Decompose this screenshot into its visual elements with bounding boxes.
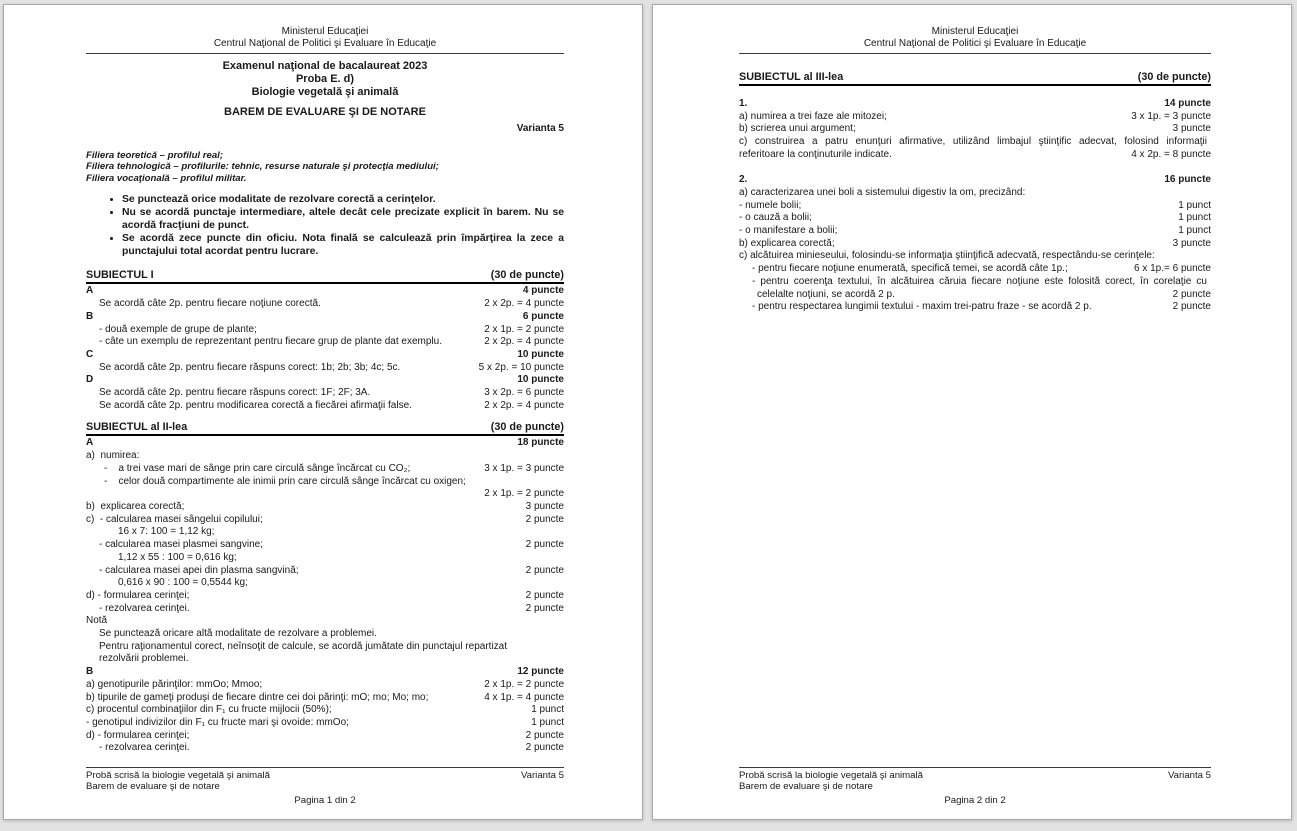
rubric-points: 6 puncte xyxy=(522,310,564,322)
rubric-row xyxy=(86,628,564,641)
exam-title-block xyxy=(86,60,564,99)
rubric-criterion: - câte un exemplu de reprezentant pentru fiecare grup de plante dat exemplu. xyxy=(99,336,442,348)
rubric-criterion: - a trei vase mari de sânge prin care circulă sânge încărcat cu CO₂; xyxy=(104,462,411,474)
rubric-points: 4 x 1p. = 4 puncte xyxy=(484,691,564,703)
rubric-points xyxy=(1207,187,1211,200)
rubric-row xyxy=(739,200,1211,213)
page-2 xyxy=(652,4,1292,820)
rubric-criterion: Se punctează oricare altă modalitate de rezolvare a problemei. xyxy=(99,628,377,640)
rubric-row xyxy=(86,336,564,349)
filiera-line: Filiera vocaţională – profilul militar. xyxy=(86,172,247,184)
rubric-points: 6 x 1p.= 6 puncte xyxy=(1133,263,1211,275)
footer-variant: Varianta 5 xyxy=(1167,769,1211,781)
section-points: (30 de puncte) xyxy=(490,269,564,282)
ministry-line-1: Ministerul Educaţiei xyxy=(931,26,1019,37)
rubric-row xyxy=(86,730,564,743)
rubric-points: 2 x 1p. = 2 puncte xyxy=(484,678,564,690)
grading-notes xyxy=(86,194,564,259)
rubric-row xyxy=(86,565,564,578)
rubric-row xyxy=(86,488,564,501)
rubric-row xyxy=(739,123,1211,136)
rubric-points xyxy=(560,476,564,489)
rubric-points: 10 puncte xyxy=(517,348,564,360)
rubric-points: 14 puncte xyxy=(1164,98,1211,109)
rubric-criterion: - o cauză a bolii; xyxy=(739,212,812,224)
rubric-points xyxy=(1207,136,1211,149)
rubric-points: 5 x 2p. = 10 puncte xyxy=(478,361,564,373)
rubric-points xyxy=(1207,162,1211,175)
rubric-points: 1 punct xyxy=(531,704,564,716)
rubric-points: 3 puncte xyxy=(1172,123,1211,135)
rubric-criterion: - celor două compartimente ale inimii prin care circulă sânge încărcat cu oxigen; xyxy=(104,475,466,487)
rubric-row xyxy=(739,225,1211,238)
rubric-criterion: 0,616 x 90 : 100 = 0,5544 kg; xyxy=(118,577,248,589)
section-heading xyxy=(739,70,1211,86)
section-heading xyxy=(86,268,564,284)
rubric-criterion: c) alcătuirea minieseului, folosindu-se informaţia ştiinţifică adecvată, respectându-se cerinţele: xyxy=(739,250,1155,262)
rubric-points xyxy=(560,615,564,628)
section-points: (30 de puncte) xyxy=(1137,71,1211,83)
rubric-row xyxy=(739,263,1211,276)
header-rule xyxy=(86,53,564,54)
rubric-row xyxy=(86,539,564,552)
rubric-row xyxy=(86,311,564,324)
footer-rule xyxy=(86,767,564,768)
rubric-row xyxy=(739,187,1211,200)
rubric-points xyxy=(560,641,564,654)
rubric-points xyxy=(560,653,564,666)
rubric-criterion: referitoare la conţinuturile indicate. xyxy=(739,148,892,160)
rubric-points xyxy=(560,450,564,463)
rubric-criterion: c) procentul combinaţiilor din F₁ cu fructe mijlocii (50%); xyxy=(86,704,332,716)
filiera-block xyxy=(86,150,564,184)
rubric-criterion: - numele bolii; xyxy=(739,199,802,211)
rubric-row xyxy=(86,285,564,298)
rubric-row xyxy=(739,250,1211,263)
rubric-row xyxy=(739,162,1211,175)
exam-name: Examenul naţional de bacalaureat 2023 xyxy=(222,60,428,72)
rubric-points: 2 puncte xyxy=(1172,301,1211,313)
rubric-criterion: D xyxy=(86,374,94,386)
rubric-points: 1 punct xyxy=(531,716,564,728)
barem-title: BAREM DE EVALUARE ŞI DE NOTARE xyxy=(224,106,426,118)
footer-barem: Barem de evaluare şi de notare xyxy=(86,781,220,793)
rubric-points xyxy=(1207,250,1211,263)
bullet: Nu se acordă punctaje intermediare, altele decât cele precizate explicit în barem. Nu se acordă fracţiuni de punct. xyxy=(122,206,564,231)
footer-page-number: Pagina 1 din 2 xyxy=(294,794,356,806)
rubric-points: 2 puncte xyxy=(525,564,564,576)
rubric-row xyxy=(86,387,564,400)
rubric-criterion: Se acordă câte 2p. pentru fiecare noţiune corectă. xyxy=(99,298,321,310)
rubric-row xyxy=(86,552,564,565)
footer-barem: Barem de evaluare şi de notare xyxy=(739,781,873,793)
rubric-criterion: C xyxy=(86,348,94,360)
rubric-criterion: Pentru raţionamentul corect, neînsoţit de calcule, se acordă jumătate din punctajul repartizat xyxy=(99,640,508,652)
rubric-criterion: - calcularea masei plasmei sangvine; xyxy=(99,539,263,551)
exam-subject: Biologie vegetală şi animală xyxy=(251,86,399,98)
ministry-line-2: Centrul Naţional de Politici şi Evaluare în Educaţie xyxy=(213,38,437,49)
footer-page-number: Pagina 2 din 2 xyxy=(944,794,1006,806)
rubric-row xyxy=(86,400,564,413)
rubric-row xyxy=(86,324,564,337)
rubric-row xyxy=(739,212,1211,225)
rubric-row xyxy=(739,174,1211,187)
rubric-points: 4 puncte xyxy=(522,285,564,297)
rubric-row xyxy=(86,641,564,654)
footer-proba: Probă scrisă la biologie vegetală şi animală xyxy=(739,769,923,781)
rubric-row xyxy=(86,742,564,755)
rubric-row xyxy=(86,692,564,705)
rubric-criterion: c) construirea a patru enunţuri afirmative, utilizând limbajul ştiinţific adecvat, folosind informaţii xyxy=(739,136,1207,148)
rubric-criterion: - rezolvarea cerinţei. xyxy=(99,602,190,614)
footer-rule xyxy=(739,767,1211,768)
ministry-line-1: Ministerul Educaţiei xyxy=(281,26,369,37)
rubric-points xyxy=(560,577,564,590)
rubric-row xyxy=(739,238,1211,251)
rubric-criterion: b) tipurile de gameţi produşi de fiecare dintre cei doi părinţi: mO; mo; Mo; mo; xyxy=(86,691,429,703)
ministry-header xyxy=(739,5,1211,54)
section-subiectul-3 xyxy=(739,70,1211,314)
rubric-rows xyxy=(86,285,564,412)
rubric-points xyxy=(560,628,564,641)
bullet: Se acordă zece puncte din oficiu. Nota finală se calculează prin împărţirea la zece a punctajului total acordat pentru lucrare. xyxy=(122,232,564,257)
rubric-points xyxy=(1207,276,1211,289)
rubric-criterion: d) - formularea cerinţei; xyxy=(86,729,190,741)
rubric-points: 12 puncte xyxy=(517,666,564,678)
header-rule xyxy=(739,53,1211,54)
rubric-row xyxy=(86,717,564,730)
rubric-criterion: - rezolvarea cerinţei. xyxy=(99,742,190,754)
rubric-points xyxy=(560,526,564,539)
rubric-row xyxy=(86,603,564,616)
rubric-row xyxy=(86,666,564,679)
rubric-criterion: 2. xyxy=(739,174,748,186)
rubric-criterion: celelalte noţiuni, se acordă 2 p. xyxy=(757,288,895,300)
rubric-criterion: A xyxy=(86,437,94,449)
rubric-row xyxy=(86,653,564,666)
rubric-points: 16 puncte xyxy=(1164,174,1211,186)
rubric-row xyxy=(86,590,564,603)
rubric-criterion: A xyxy=(86,285,94,297)
rubric-points: 2 x 2p. = 4 puncte xyxy=(484,399,564,411)
rubric-points: 2 puncte xyxy=(525,742,564,754)
rubric-criterion: - pentru fiecare noţiune enumerată, specifică temei, se acordă câte 1p.; xyxy=(752,263,1068,275)
rubric-points: 18 puncte xyxy=(517,437,564,449)
rubric-row xyxy=(86,501,564,514)
section-title: SUBIECTUL al II-lea xyxy=(86,421,188,434)
section-title: SUBIECTUL I xyxy=(86,269,154,282)
footer-variant: Varianta 5 xyxy=(520,769,564,781)
rubric-criterion: B xyxy=(86,666,94,678)
rubric-points: 3 puncte xyxy=(1172,237,1211,249)
rubric-points: 4 x 2p. = 8 puncte xyxy=(1131,148,1211,160)
rubric-row xyxy=(739,289,1211,302)
rubric-points: 1 punct xyxy=(1178,225,1211,237)
rubric-points: 1 punct xyxy=(1178,212,1211,224)
rubric-criterion: a) caracterizarea unei boli a sistemului digestiv la om, precizând: xyxy=(739,186,1026,198)
rubric-criterion: Se acordă câte 2p. pentru fiecare răspuns corect: 1b; 2b; 3b; 4c; 5c. xyxy=(99,361,401,373)
rubric-criterion: b) explicarea corectă; xyxy=(86,501,185,512)
rubric-row xyxy=(86,476,564,489)
rubric-criterion: a) numirea: xyxy=(86,450,140,462)
rubric-row xyxy=(86,577,564,590)
rubric-points: 2 puncte xyxy=(525,539,564,551)
rubric-criterion: rezolvării problemei. xyxy=(99,653,189,665)
filiera-line: Filiera teoretică – profilul real; xyxy=(86,149,224,161)
rubric-criterion: Notă xyxy=(86,615,108,627)
rubric-criterion: Se acordă câte 2p. pentru modificarea corectă a fiecărei afirmaţii false. xyxy=(99,399,412,411)
rubric-points: 3 puncte xyxy=(525,501,564,512)
ministry-header xyxy=(86,5,564,54)
rubric-criterion: a) genotipurile părinţilor: mmOo; Mmoo; xyxy=(86,678,263,690)
rubric-criterion: b) scrierea unui argument; xyxy=(739,123,856,135)
variant-label: Varianta 5 xyxy=(516,123,564,134)
rubric-rows xyxy=(739,98,1211,314)
rubric-criterion: 16 x 7: 100 = 1,12 kg; xyxy=(118,526,215,538)
rubric-row xyxy=(86,704,564,717)
rubric-row xyxy=(739,136,1211,149)
rubric-row xyxy=(86,349,564,362)
page-footer xyxy=(86,767,564,806)
rubric-criterion: - genotipul indivizilor din F₁ cu fructe mari şi ovoide: mmOo; xyxy=(86,716,349,728)
rubric-row xyxy=(86,374,564,387)
bullet: Se punctează orice modalitate de rezolvare corectă a cerinţelor. xyxy=(122,193,436,205)
section-heading xyxy=(86,420,564,436)
rubric-criterion: - o manifestare a bolii; xyxy=(739,225,838,237)
rubric-row xyxy=(86,463,564,476)
rubric-row xyxy=(86,298,564,311)
rubric-points: 3 x 1p. = 3 puncte xyxy=(484,462,564,474)
rubric-points: 2 puncte xyxy=(525,729,564,741)
section-subiectul-1 xyxy=(86,268,564,412)
rubric-row xyxy=(86,514,564,527)
rubric-points xyxy=(560,552,564,565)
rubric-row xyxy=(86,679,564,692)
rubric-points: 2 x 1p. = 2 puncte xyxy=(484,323,564,335)
rubric-row xyxy=(739,98,1211,111)
rubric-row xyxy=(86,362,564,375)
rubric-criterion: - două exemple de grupe de plante; xyxy=(99,323,257,335)
rubric-criterion: - calcularea masei apei din plasma sangvină; xyxy=(99,564,299,576)
rubric-criterion: c) - calcularea masei sângelui copilului; xyxy=(86,513,263,525)
page-footer xyxy=(739,767,1211,806)
rubric-criterion: 1. xyxy=(739,98,748,109)
rubric-row xyxy=(739,301,1211,314)
rubric-criterion: 1,12 x 55 : 100 = 0,616 kg; xyxy=(118,551,237,563)
rubric-points: 2 x 2p. = 4 puncte xyxy=(484,298,564,310)
rubric-row xyxy=(86,437,564,450)
rubric-criterion: d) - formularea cerinţei; xyxy=(86,589,190,601)
rubric-row xyxy=(86,615,564,628)
footer-proba: Probă scrisă la biologie vegetală şi animală xyxy=(86,769,270,781)
rubric-criterion: - pentru respectarea lungimii textului - maxim trei-patru fraze - se acordă 2 p. xyxy=(752,301,1092,313)
rubric-criterion: Se acordă câte 2p. pentru fiecare răspuns corect: 1F; 2F; 3A. xyxy=(99,387,371,399)
rubric-points: 2 x 2p. = 4 puncte xyxy=(484,336,564,348)
rubric-points: 3 x 2p. = 6 puncte xyxy=(484,387,564,399)
page-1 xyxy=(3,4,643,820)
rubric-points: 2 x 1p. = 2 puncte xyxy=(484,488,564,500)
rubric-points: 3 x 1p. = 3 puncte xyxy=(1131,110,1211,122)
rubric-row xyxy=(739,149,1211,162)
rubric-criterion: B xyxy=(86,310,94,322)
rubric-points: 10 puncte xyxy=(517,374,564,386)
rubric-row xyxy=(739,111,1211,124)
rubric-points: 2 puncte xyxy=(525,602,564,614)
section-subiectul-2 xyxy=(86,420,564,755)
ministry-line-2: Centrul Naţional de Politici şi Evaluare în Educaţie xyxy=(863,38,1087,49)
rubric-points: 2 puncte xyxy=(525,513,564,525)
rubric-rows xyxy=(86,437,564,755)
rubric-row xyxy=(86,526,564,539)
rubric-criterion: a) numirea a trei faze ale mitozei; xyxy=(739,110,887,122)
filiera-line: Filiera tehnologică – profilurile: tehnic, resurse naturale şi protecţia mediului; xyxy=(86,161,439,173)
exam-proba: Proba E. d) xyxy=(295,73,355,85)
rubric-criterion: b) explicarea corectă; xyxy=(739,237,835,249)
rubric-points: 1 punct xyxy=(1178,199,1211,211)
rubric-row xyxy=(86,450,564,463)
rubric-criterion: - pentru coerenţa textului, în alcătuirea căruia fiecare noţiune este folosită corect, în corelaţie cu xyxy=(752,275,1207,287)
section-title: SUBIECTUL al III-lea xyxy=(739,71,844,83)
rubric-points: 2 puncte xyxy=(1172,288,1211,300)
section-points: (30 de puncte) xyxy=(490,421,564,434)
rubric-points: 2 puncte xyxy=(525,589,564,601)
rubric-row xyxy=(739,276,1211,289)
